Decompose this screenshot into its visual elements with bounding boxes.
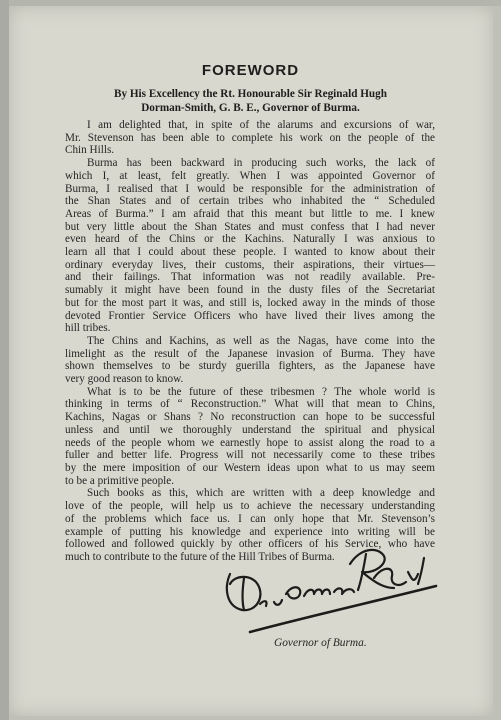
text-line: by the mere imposition of our Western ideas upon what to us may seem — [65, 461, 435, 474]
text-line: but very little about the Shan States and must confess that I had never — [65, 220, 435, 233]
text-line: even heard of the Chins or the Kachins. Naturally I was anxious to — [65, 233, 435, 246]
text-line: example of putting his knowledge and experience into writing will be — [65, 525, 435, 538]
text-line: which I, at least, felt greatly. When I was appointed Governor of — [65, 169, 435, 182]
foreword-body — [65, 119, 435, 564]
text-line: to be a primitive people. — [65, 474, 175, 487]
text-line: of the problems which face us. I can only hope that Mr. Stevenson’s — [65, 512, 435, 525]
text-line: hill tribes. — [65, 322, 111, 335]
text-line: ordinary everyday lives, their customs, their aspirations, their virtues— — [65, 258, 435, 271]
text-line: thinking in terms of “ Reconstruction.” What will that mean to Chins, — [65, 398, 435, 411]
text-line: The Chins and Kachins, as well as the Nagas, have come into the — [87, 334, 435, 347]
text-line: I am delighted that, in spite of the alarums and excursions of war, — [87, 119, 435, 131]
text-line: What is to be the future of these tribesmen ? The whole world is — [87, 385, 435, 398]
handwritten-signature — [222, 544, 452, 636]
page-title: FOREWORD — [201, 62, 300, 79]
text-line: needs of the people whom we earnestly hope to assist along the road to a — [65, 436, 435, 449]
text-line: unless and until we thoroughly understand the spiritual and physical — [65, 423, 435, 436]
text-line: Burma, I realised that I would be responsible for the administration of — [65, 182, 435, 195]
text-line: Kachins, Nagas or Shans ? No reconstruction can hope to be successful — [65, 411, 435, 424]
text-line: Mr. Stevenson has been able to complete his work on the people of the — [65, 131, 435, 144]
text-line: the Shan States and of certain tribes who inhabited the “ Scheduled — [65, 195, 435, 208]
text-line: and their failings. That information was not readily available. Pre- — [65, 271, 435, 284]
text-line: sumably it might have been found in the dusty files of the Secretariat — [65, 284, 435, 297]
text-line: Burma has been backward in producing such works, the lack of — [87, 157, 435, 170]
signature-scrawl — [222, 544, 452, 636]
text-line: very good reason to know. — [65, 373, 184, 386]
text-line: Such books as this, which are written with a deep knowledge and — [87, 487, 435, 500]
text-line: shown themselves to be sturdy guerilla fighters, as the Japanese have — [65, 360, 435, 373]
byline — [0, 88, 501, 115]
text-line: limelight as the result of the Japanese invasion of Burma. They have — [65, 347, 435, 360]
text-line: much to contribute to the future of the Hill Tribes of Burma. — [65, 550, 335, 563]
text-line: fuller and better life. Progress will not necessarily come to these tribes — [65, 449, 435, 462]
text-line: followed and followed quickly by other officers of his Service, who have — [65, 538, 435, 551]
byline-line: By His Excellency the Rt. Honourable Sir Reginald Hugh — [114, 88, 387, 100]
text-line: devoted Frontier Service Officers who have lived their lives among the — [65, 309, 435, 322]
text-line: Chin Hills. — [65, 144, 115, 157]
signatory-title: Governor of Burma. — [274, 637, 367, 649]
byline-line: Dorman-Smith, G. B. E., Governor of Burma. — [141, 101, 360, 114]
text-line: love of the people, will help us to achieve the necessary understanding — [65, 500, 435, 513]
text-line: but for the most part it was, and still is, locked away in the minds of those — [65, 296, 435, 309]
text-line: learn all that I could about these people. I wanted to know about their — [65, 246, 435, 259]
text-line: Areas of Burma.” I am afraid that this meant but little to me. I knew — [65, 207, 435, 220]
